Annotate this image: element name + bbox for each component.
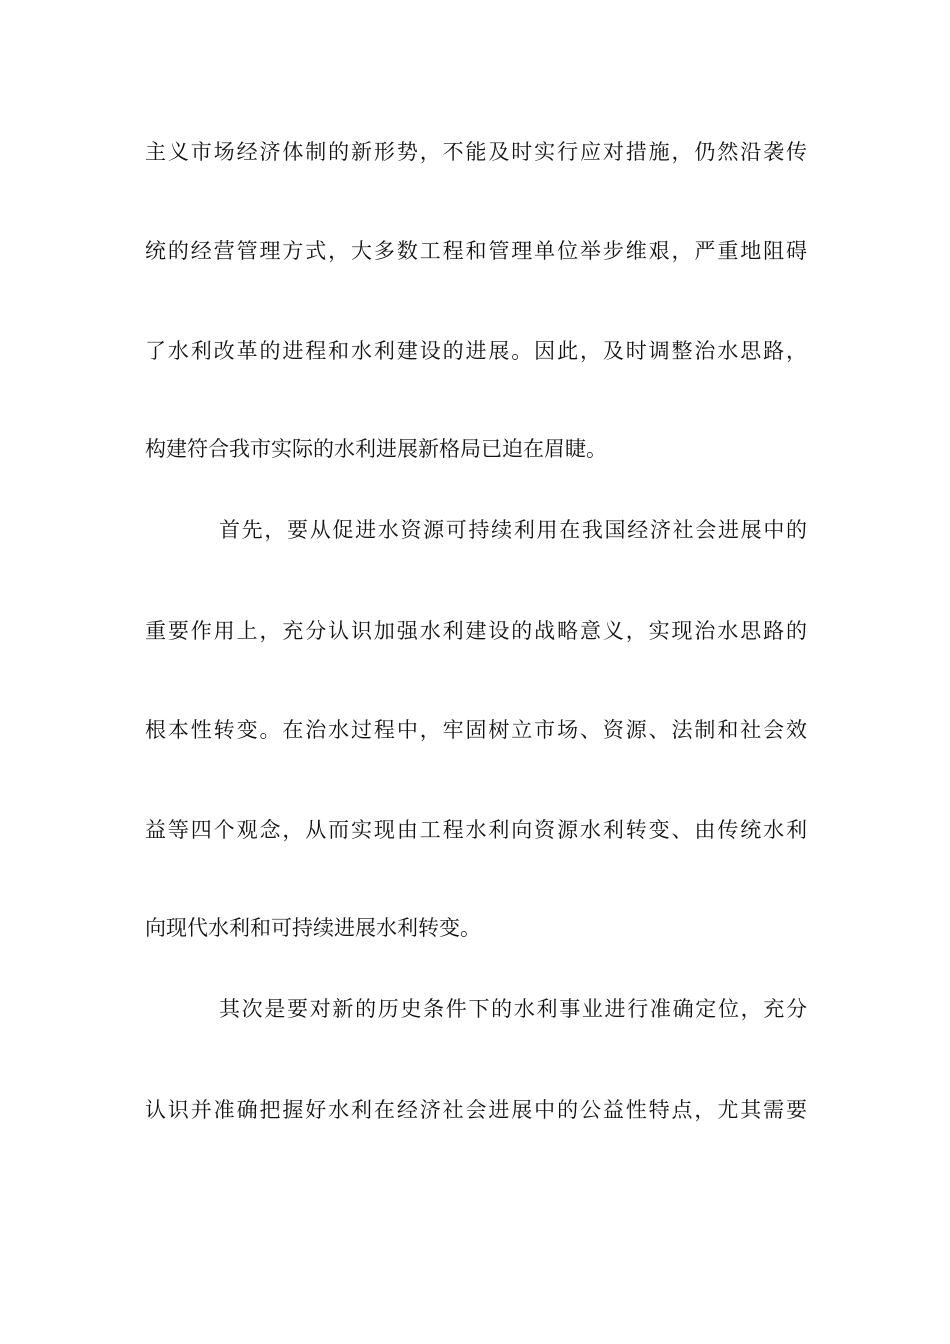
paragraph-line-1: 主义市场经济体制的新形势，不能及时实行应对措施，仍然沿袭传	[145, 140, 807, 164]
paragraph-line-3: 了水利改革的进程和水利建设的进展。因此，及时调整治水思路，	[145, 339, 807, 363]
paragraph-line-11: 认识并准确把握好水利在经济社会进展中的公益性特点，尤其需要	[145, 1098, 807, 1122]
paragraph-line-7: 根本性转变。在治水过程中，牢固树立市场、资源、法制和社会效	[145, 718, 807, 742]
paragraph-line-2: 统的经营管理方式，大多数工程和管理单位举步维艰，严重地阻碍	[145, 239, 807, 263]
paragraph-line-5: 首先，要从促进水资源可持续利用在我国经济社会进展中的	[219, 518, 807, 542]
paragraph-line-4: 构建符合我市实际的水利进展新格局已迫在眉睫。	[145, 437, 607, 461]
paragraph-line-9: 向现代水利和可持续进展水利转变。	[145, 916, 481, 940]
paragraph-line-8: 益等四个观念，从而实现由工程水利向资源水利转变、由传统水利	[145, 818, 807, 842]
paragraph-line-6: 重要作用上，充分认识加强水利建设的战略意义，实现治水思路的	[145, 619, 807, 643]
paragraph-line-10: 其次是要对新的历史条件下的水利事业进行准确定位，充分	[219, 997, 807, 1021]
